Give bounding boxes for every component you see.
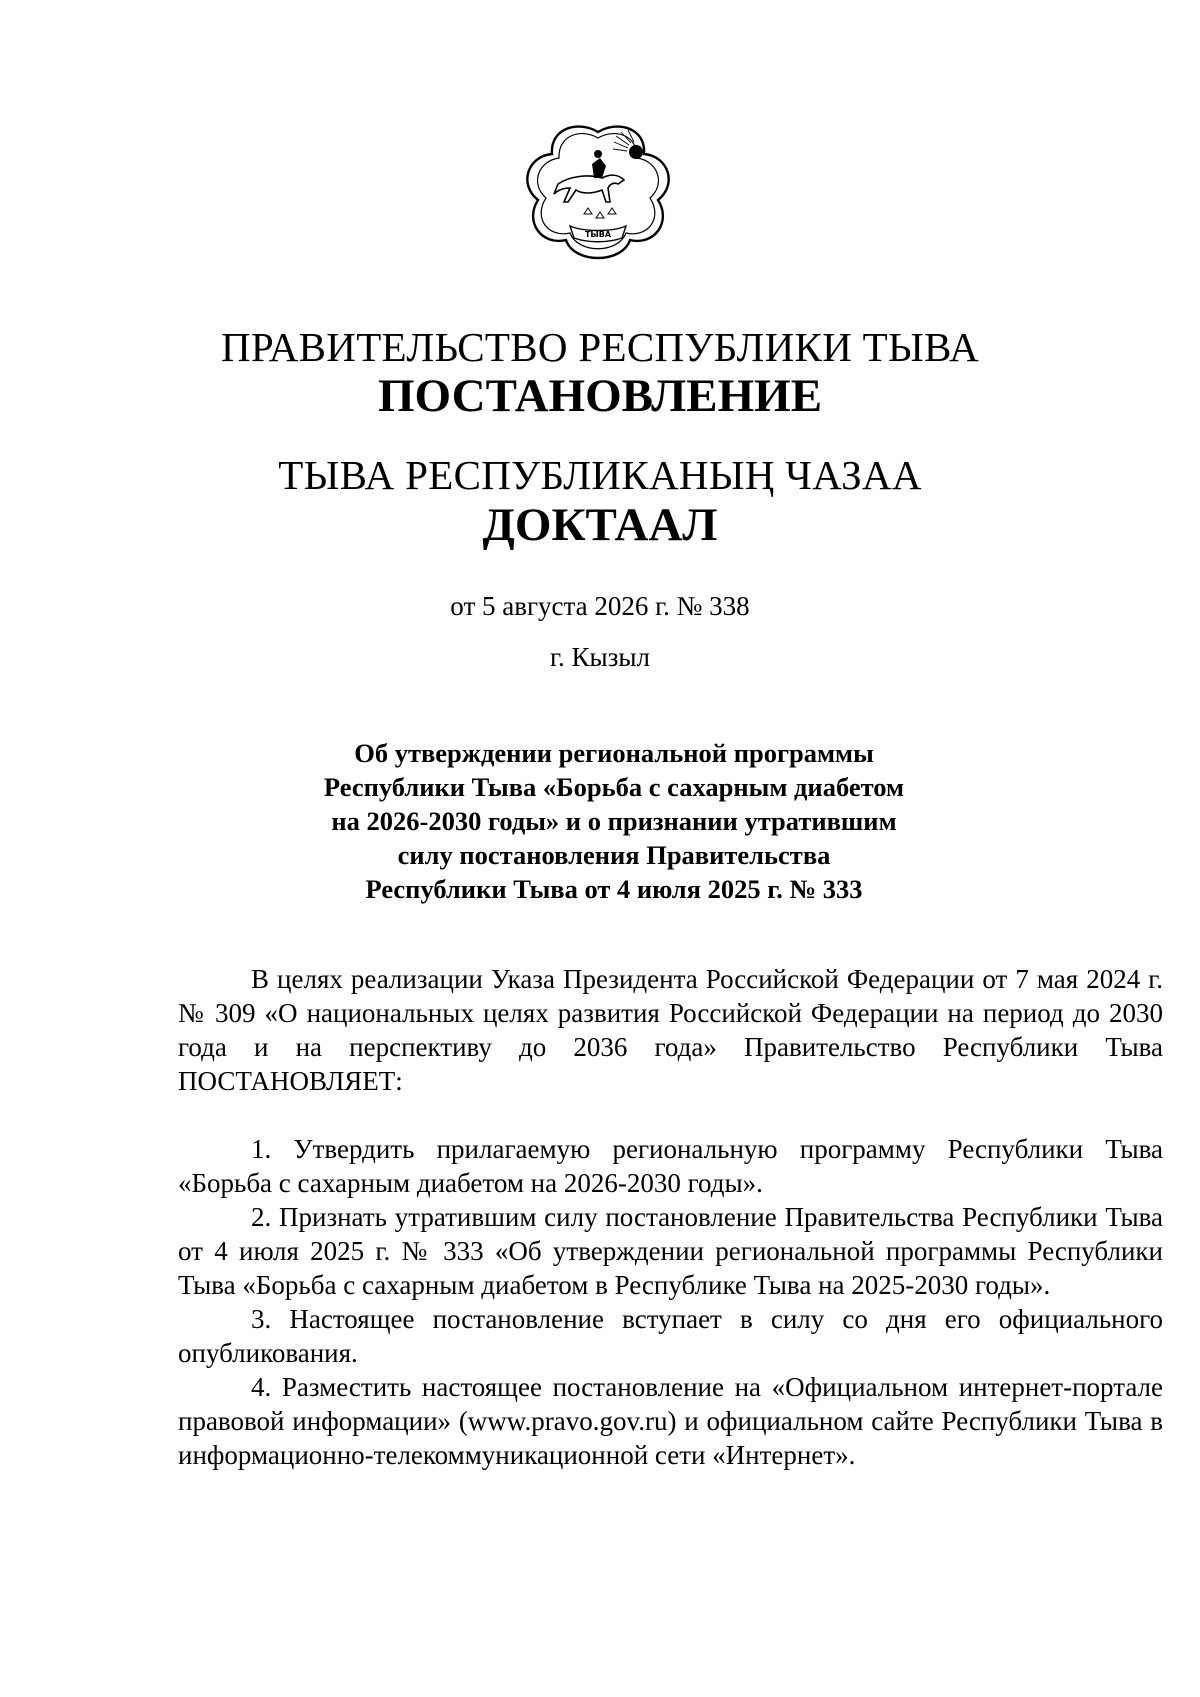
city: г. Кызыл — [550, 642, 650, 672]
tuva-coat-of-arms-icon — [518, 118, 678, 268]
document-body — [178, 962, 1163, 1472]
emblem-text: ТЫВА — [584, 230, 612, 239]
clause-2: 2. Признать утратившим силу постановление Правительства Республики Тыва от 4 июля 2025 г. № 333 «Об утверждении региональной программы Республики Тыва «Борьба с сахарным диабетом в Республике Тыва на 2025-2030 годы». — [178, 1202, 1163, 1300]
document-type-ru: ПОСТАНОВЛЕНИЕ — [377, 370, 823, 422]
date-and-number: от 5 августа 2026 г. № 338 — [450, 591, 750, 621]
government-title-tyv: ТЫВА РЕСПУБЛИКАНЫҢ ЧАЗАА — [278, 452, 922, 498]
clause-3: 3. Настоящее постановление вступает в силу со дня его официального опубликования. — [178, 1304, 1163, 1368]
subject-line: Республики Тыва «Борьба с сахарным диабетом — [323, 772, 905, 802]
subject-line: Об утверждении региональной программы — [354, 738, 874, 768]
document-type-tyv: ДОКТААЛ — [482, 499, 718, 551]
subject-line: Республики Тыва от 4 июля 2025 г. № 333 — [365, 874, 863, 904]
clause-1: 1. Утвердить прилагаемую региональную программу Республики Тыва «Борьба с сахарным диабетом на 2026-2030 годы». — [178, 1134, 1163, 1198]
preamble: В целях реализации Указа Президента Российской Федерации от 7 мая 2024 г. № 309 «О национальных целях развития Российской Федерации на период до 2030 года и на перспективу до 2036 года» Правительство Республики Тыва ПОСТАНОВЛЯЕТ: — [178, 964, 1163, 1096]
government-title-ru: ПРАВИТЕЛЬСТВО РЕСПУБЛИКИ ТЫВА — [220, 324, 980, 370]
document-subject — [0, 736, 1200, 906]
subject-line: силу постановления Правительства — [397, 840, 831, 870]
subject-line: на 2026-2030 годы» и о признании утратившим — [331, 806, 897, 836]
clause-4: 4. Разместить настоящее постановление на «Официальном интернет-портале правовой информации» (www.pravo.gov.ru) и официальном сайте Республики Тыва в информационно-телекоммуникационной сети «Интернет». — [178, 1372, 1163, 1470]
